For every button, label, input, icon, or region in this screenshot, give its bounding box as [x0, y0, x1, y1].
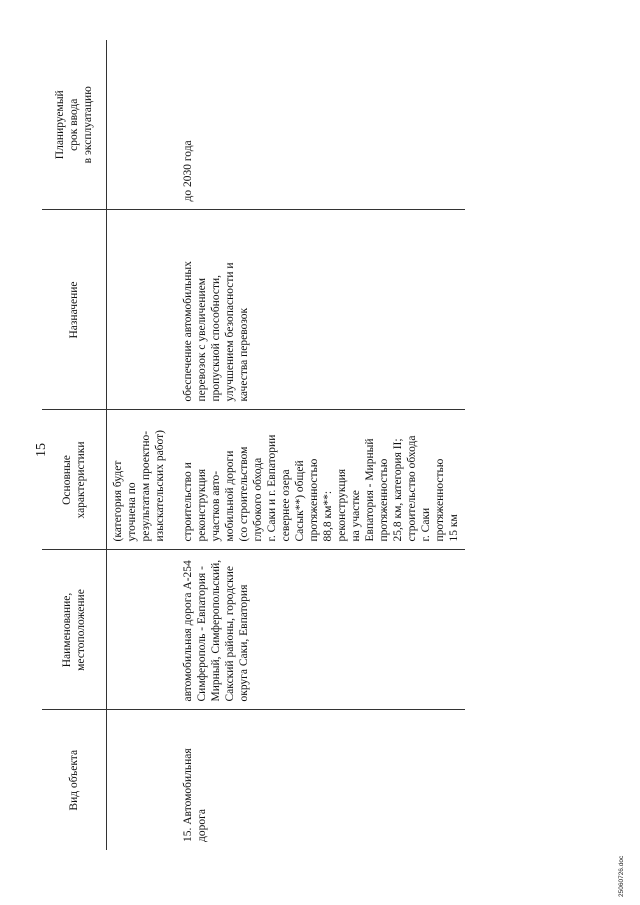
cell-name-location: автомобильная дорога А-254 Симферополь - Евпатория - Мирный, Симферопольский, Сакский районы, городские округа Саки, Евпатория — [171, 550, 465, 710]
cell-purpose: обеспечение автомобильных перевозок с увеличением пропускной способности, улучшением безопасности и качества перевозок — [171, 210, 465, 410]
cell-empty — [107, 710, 172, 850]
cell-empty — [107, 210, 172, 410]
cell-empty — [107, 550, 172, 710]
cell-object-type: 15. Автомобильная дорога — [182, 748, 208, 842]
cell-commissioning: до 2030 года — [171, 40, 465, 210]
header-name-location: Наименование, местоположение — [42, 550, 107, 710]
header-characteristics: Основные характеристики — [42, 410, 107, 550]
document-code: 25060726.doc — [618, 855, 625, 897]
table-row — [107, 40, 172, 850]
objects-table — [42, 40, 465, 850]
page-number: 15 — [34, 443, 49, 457]
cell-empty — [107, 40, 172, 210]
cell-characteristics: строительство и реконструкция участков авто- мобильной дороги (со строительством глубокого обхода г. Саки и г. Евпатории севернее озера Сасык**) общей протяженностью 88,8 км**: реконструкция на участке Евпатория - Мирный протяженностью 25,8 км, категория II; строительство обхода г. Саки протяженностью 15 км — [171, 410, 465, 550]
table-header-row — [42, 40, 107, 850]
header-purpose: Назначение — [42, 210, 107, 410]
header-commissioning: Планируемый срок ввода в эксплуатацию — [42, 40, 107, 210]
header-object-type: Вид объекта — [42, 710, 107, 850]
cell-characteristics: (категория будет уточнена по результатам проектно- изыскательских работ) — [107, 410, 172, 550]
table-row — [171, 40, 465, 850]
